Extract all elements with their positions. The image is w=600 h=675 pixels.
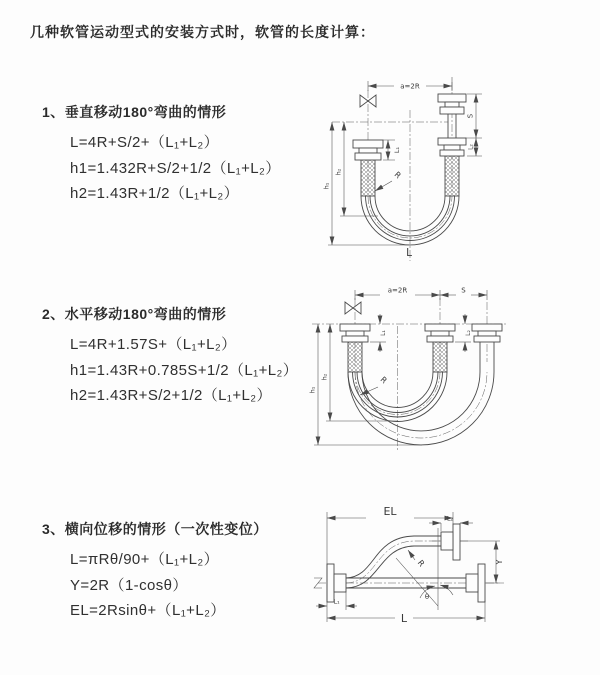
dim-label-l2: L₂ <box>465 330 472 336</box>
formula-line: L=4R+S/2+（L₁+L₂） <box>70 134 220 151</box>
dim-label-s: S <box>466 113 475 119</box>
valve-icon <box>345 302 361 314</box>
dim-label-l1: L₁ <box>380 330 387 336</box>
dim-label-l1: L₁ <box>333 597 340 606</box>
dim-label-h2: h₂ <box>320 373 329 381</box>
dim-label-h1: h₁ <box>322 182 331 190</box>
dim-label-l2: L₂ <box>446 514 454 523</box>
dim-label-r: R <box>415 558 427 569</box>
flanges <box>327 524 485 602</box>
dim-label-s: S <box>461 286 466 295</box>
dim-label-theta: θ <box>424 593 430 601</box>
hose-body <box>348 342 494 445</box>
dim-label-h2: h₂ <box>334 168 343 176</box>
dimension-lines <box>314 512 500 622</box>
braided-section <box>433 342 447 372</box>
hose-fittings <box>353 94 466 160</box>
braided-section <box>361 160 375 196</box>
formula-line: h1=1.43R+0.785S+1/2（L₁+L₂） <box>70 361 299 379</box>
dim-label-l: L <box>406 247 412 259</box>
dim-label-l: L <box>400 612 408 625</box>
section-3-heading: 3、横向位移的情形（一次性变位） <box>42 521 268 537</box>
centerlines <box>312 298 506 450</box>
section-vertical-bend <box>42 102 281 207</box>
formula-line: Y=2R（1-cosθ） <box>70 576 188 594</box>
formula-line: h2=1.43R+1/2（L₁+L₂） <box>70 185 240 202</box>
dim-label-r: R <box>378 374 389 386</box>
dim-label-l1: L₁ <box>393 146 401 154</box>
section-horizontal-bend <box>42 304 298 409</box>
dim-label-a2r: a=2R <box>400 82 420 91</box>
section-2-heading: 2、水平移动180°弯曲的情形 <box>42 306 227 322</box>
diagram-horizontal-180-bend <box>296 282 592 472</box>
hose-fittings <box>340 324 502 342</box>
dim-label-r: R <box>392 169 403 181</box>
dim-label-y: Y <box>495 559 504 565</box>
dim-label-l2: L₂ <box>467 144 475 150</box>
diagram-lateral-displacement <box>296 498 596 650</box>
formula-line: EL=2Rsinθ+（L₁+L₂） <box>70 602 226 619</box>
dim-label-a2r: a=2R <box>387 286 408 295</box>
formula-line: h2=1.43R+S/2+1/2（L₁+L₂） <box>70 387 272 404</box>
dim-label-h1: h₁ <box>308 386 317 394</box>
braided-section <box>445 156 459 196</box>
formula-line: L=πRθ/90+（L₁+L₂） <box>70 551 219 568</box>
braided-section <box>348 342 362 372</box>
dim-label-el: EL <box>383 505 397 518</box>
section-lateral-displacement <box>42 519 268 624</box>
formula-line: h1=1.432R+S/2+1/2（L₁+L₂） <box>70 159 281 177</box>
formula-line: L=4R+1.57S+（L₁+L₂） <box>70 336 237 353</box>
centerlines <box>332 82 452 261</box>
diagram-vertical-180-bend <box>298 64 583 264</box>
section-1-heading: 1、垂直移动180°弯曲的情形 <box>42 104 227 120</box>
page-title: 几种软管运动型式的安装方式时，软管的长度计算： <box>30 24 375 40</box>
